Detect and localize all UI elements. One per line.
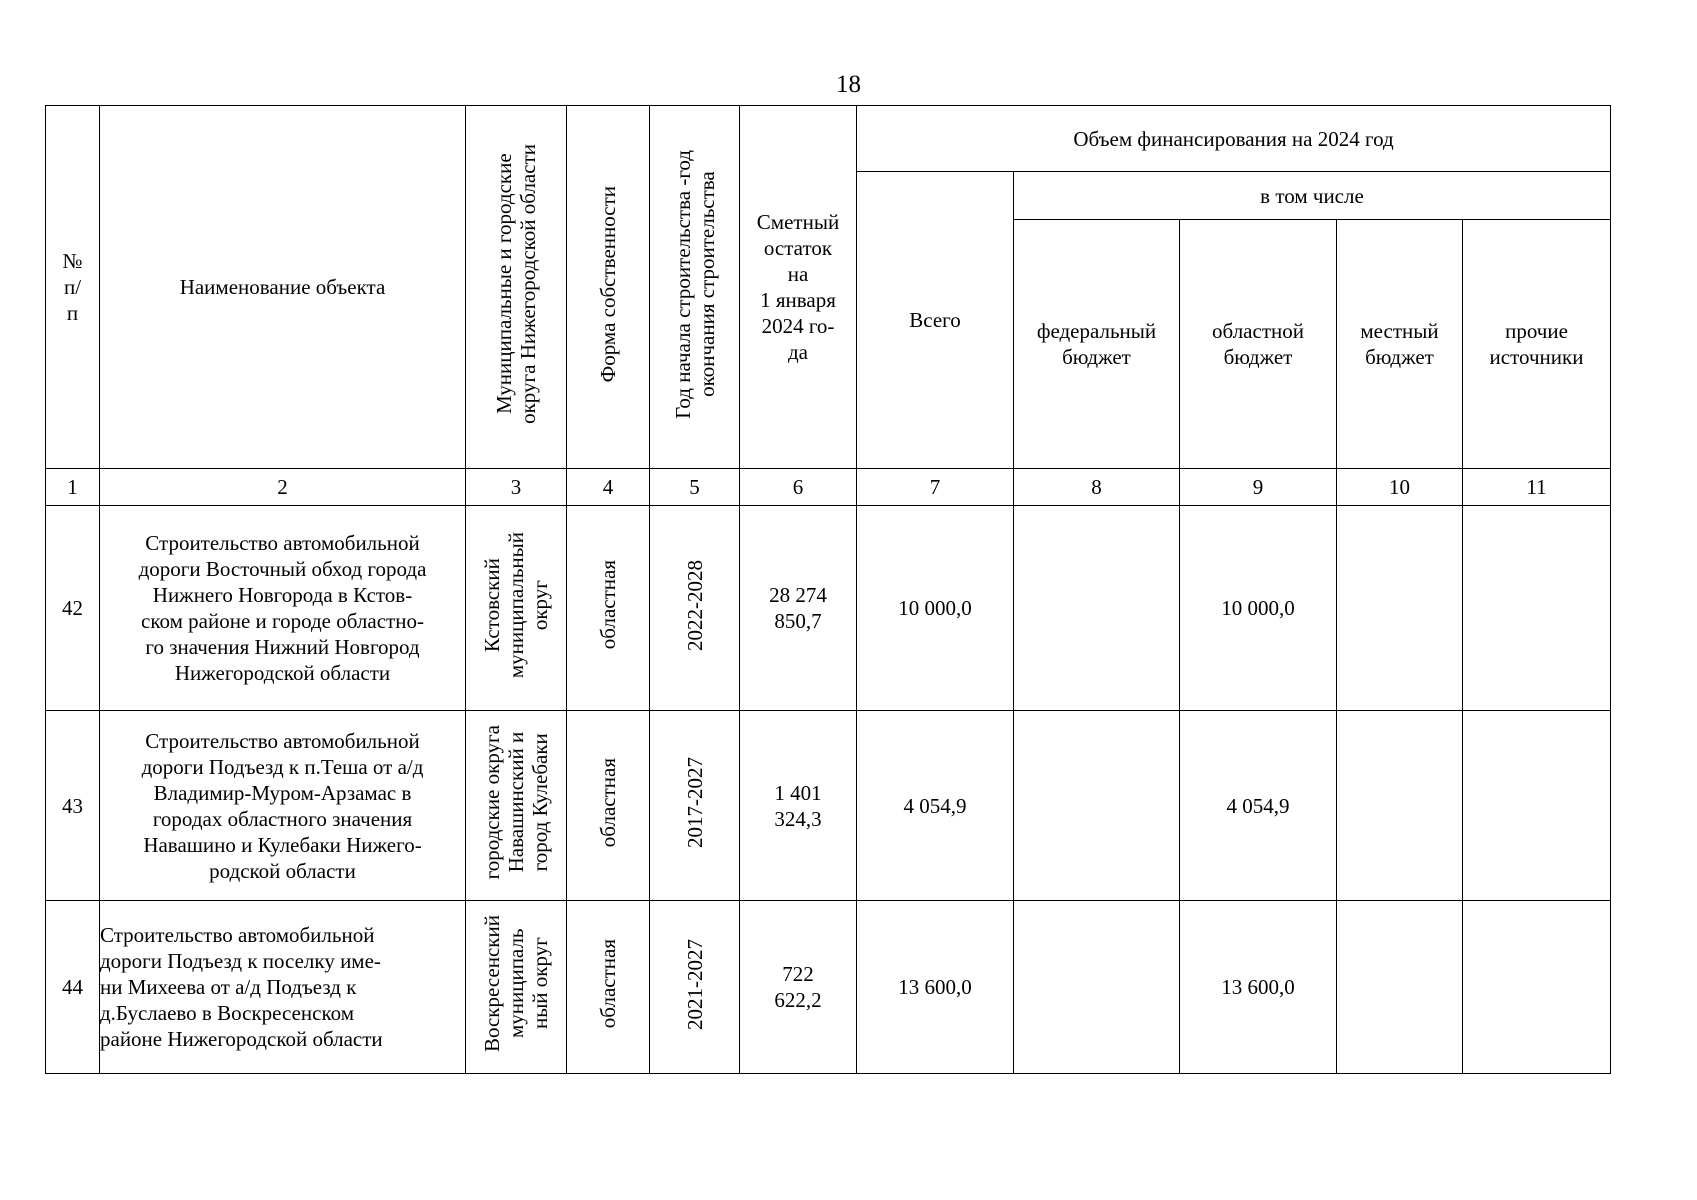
ownership-cell (567, 901, 650, 1074)
other-cell (1463, 901, 1611, 1074)
column-number: 4 (567, 469, 650, 506)
years-text: 2021-2027 (682, 938, 707, 1030)
header-local: местный бюджет (1337, 220, 1463, 469)
regional-cell: 10 000,0 (1180, 506, 1337, 711)
header-federal: федеральный бюджет (1014, 220, 1180, 469)
ownership-cell (567, 506, 650, 711)
header-balance: Сметный остаток на 1 января 2024 го- да (740, 106, 857, 469)
local-cell (1337, 506, 1463, 711)
municipality-cell (466, 506, 567, 711)
balance-cell: 722 622,2 (740, 901, 857, 1074)
column-number: 10 (1337, 469, 1463, 506)
row-num: 44 (46, 901, 100, 1074)
total-cell: 13 600,0 (857, 901, 1014, 1074)
object-name: Строительство автомобильной дороги Подъезд к п.Теша от а/д Владимир-Муром-Арзамас в городах областного значения Навашино и Кулебаки Нижего- родской области (100, 711, 466, 901)
column-number: 7 (857, 469, 1014, 506)
ownership-text: областная (596, 560, 620, 650)
object-name: Строительство автомобильной дороги Восточный обход города Нижнего Новгорода в Кстов- ском районе и городе областно- го значения Нижний Новгород Нижегородской области (100, 506, 466, 711)
federal-cell (1014, 711, 1180, 901)
header-including: в том числе (1014, 172, 1611, 220)
page-number: 18 (836, 71, 861, 98)
column-number: 3 (466, 469, 567, 506)
ownership-text: областная (596, 939, 620, 1029)
header-total: Всего (857, 172, 1014, 469)
header-other: прочие источники (1463, 220, 1611, 469)
ownership-text: областная (596, 757, 620, 848)
column-number: 6 (740, 469, 857, 506)
financing-table (45, 105, 1611, 1074)
years-cell (650, 506, 740, 711)
years-cell (650, 901, 740, 1074)
header-ownership (567, 106, 650, 469)
table-row (46, 506, 1611, 711)
column-number: 5 (650, 469, 740, 506)
header-regional: областной бюджет (1180, 220, 1337, 469)
column-number: 8 (1014, 469, 1180, 506)
row-num: 43 (46, 711, 100, 901)
municipality-cell (466, 711, 567, 901)
federal-cell (1014, 901, 1180, 1074)
local-cell (1337, 711, 1463, 901)
ownership-cell (567, 711, 650, 901)
column-numbers-row (46, 469, 1611, 506)
local-cell (1337, 901, 1463, 1074)
years-text: 2017-2027 (682, 757, 707, 848)
regional-cell: 4 054,9 (1180, 711, 1337, 901)
municipality-text: Кстовский муниципальный округ (480, 531, 552, 679)
municipality-text: городские округа Навашинский и город Кулебаки (480, 725, 552, 880)
row-num: 42 (46, 506, 100, 711)
balance-cell: 28 274 850,7 (740, 506, 857, 711)
table-row (46, 711, 1611, 901)
federal-cell (1014, 506, 1180, 711)
total-cell: 10 000,0 (857, 506, 1014, 711)
column-number: 11 (1463, 469, 1611, 506)
column-number: 2 (100, 469, 466, 506)
header-name: Наименование объекта (100, 106, 466, 469)
header-municipality (466, 106, 567, 469)
column-number: 9 (1180, 469, 1337, 506)
municipality-cell (466, 901, 567, 1074)
years-cell (650, 711, 740, 901)
column-number: 1 (46, 469, 100, 506)
years-text: 2022-2028 (682, 559, 707, 651)
header-num: № п/ п (46, 106, 100, 469)
object-name: Строительство автомобильной дороги Подъезд к поселку име- ни Михеева от а/д Подъезд к д.Буслаево в Воскресенском районе Нижегородской области (100, 901, 466, 1074)
total-cell: 4 054,9 (857, 711, 1014, 901)
header-municipality-text: Муниципальные и городские округа Нижегородской области (492, 144, 540, 424)
other-cell (1463, 506, 1611, 711)
balance-cell: 1 401 324,3 (740, 711, 857, 901)
other-cell (1463, 711, 1611, 901)
header-ownership-text: Форма собственности (596, 185, 620, 383)
table-row (46, 901, 1611, 1074)
header-years-text: Год начала строительства -год окончания строительства (670, 149, 719, 419)
municipality-text: Воскресенский муниципаль ный округ (480, 915, 552, 1053)
header-years (650, 106, 740, 469)
regional-cell: 13 600,0 (1180, 901, 1337, 1074)
header-funding: Объем финансирования на 2024 год (857, 106, 1611, 172)
